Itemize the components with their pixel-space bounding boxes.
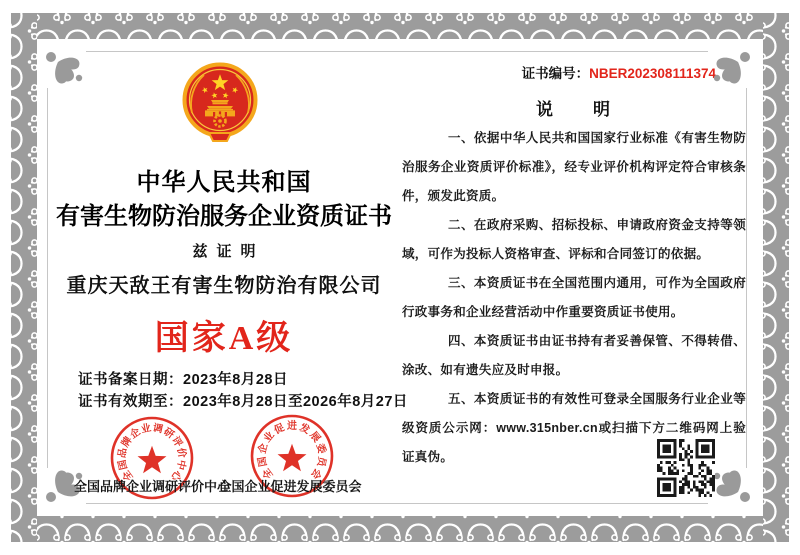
certificate-country-title: 中华人民共和国 — [136, 169, 312, 196]
svg-text:展: 展 — [307, 429, 323, 445]
certificate-number-value: NBER202308111374 — [589, 66, 716, 81]
svg-text:企: 企 — [256, 442, 271, 455]
svg-text:业: 业 — [261, 429, 277, 445]
company-name: 重庆天敌王有害生物防治有限公司 — [66, 275, 382, 297]
seal-caption-right: 全国企业促进发展委员会 — [218, 479, 362, 494]
validity-label: 证书有效期至： — [78, 394, 183, 410]
record-date-value: 2023年8月28日 — [183, 372, 288, 388]
verification-qr-code — [657, 439, 715, 497]
seal-star-icon — [138, 446, 167, 473]
svg-text:会: 会 — [308, 465, 324, 481]
grade-level: 国家A级 — [154, 320, 294, 357]
certificate-number-label: 证书编号： — [521, 66, 590, 81]
attest-text: 兹证明 — [192, 243, 265, 260]
certificate-main-title: 有害生物防治服务企业资质证书 — [56, 203, 392, 230]
record-date-label: 证书备案日期： — [78, 372, 183, 388]
national-emblem — [182, 60, 258, 156]
seal-caption-left: 全国品牌企业调研评价中心 — [73, 479, 230, 494]
svg-text:心: 心 — [168, 467, 184, 483]
svg-text:员: 员 — [314, 455, 328, 468]
svg-text:企: 企 — [128, 426, 143, 442]
validity-value: 2023年8月28日至2026年8月27日 — [183, 394, 408, 410]
svg-text:全: 全 — [260, 465, 276, 481]
explanation-paragraph-5: 五、本资质证书的有效性可登录全国服务行业企业等级资质公示网：www.315nber.cn或扫描下方二维码网上验证真伪。 — [402, 392, 746, 464]
svg-text:评: 评 — [169, 434, 185, 450]
seal-star-icon — [278, 444, 307, 471]
explanation-paragraph-2: 二、在政府采购、招标投标、申请政府资金支持等领域，可作为投标人资格审查、评标和合同签订的依据。 — [402, 218, 746, 261]
svg-text:委: 委 — [313, 442, 328, 455]
svg-text:调: 调 — [151, 422, 164, 436]
svg-text:发: 发 — [297, 422, 312, 437]
svg-text:业: 业 — [140, 422, 153, 436]
svg-text:全: 全 — [120, 467, 136, 483]
svg-text:国: 国 — [116, 458, 130, 471]
svg-text:研: 研 — [161, 426, 176, 442]
svg-text:品: 品 — [116, 447, 130, 459]
explanation-paragraph-3: 三、本资质证书在全国范围内通用，可作为全国政府行政事务和企业经营活动中作重要资质证书使用。 — [402, 276, 746, 319]
explanation-paragraph-1: 一、依据中华人民共和国国家行业标准《有害生物防治服务企业资质评价标准》，经专业评价机构评定符合审核条件，颁发此资质。 — [402, 131, 746, 203]
explanation-title: 说 明 — [536, 100, 612, 119]
svg-text:中: 中 — [174, 458, 188, 471]
svg-text:国: 国 — [256, 455, 270, 468]
svg-text:促: 促 — [272, 422, 287, 437]
emblem-ribbon — [209, 133, 231, 141]
svg-text:价: 价 — [174, 447, 188, 459]
svg-text:进: 进 — [287, 421, 297, 433]
explanation-paragraph-4: 四、本资质证书由证书持有者妥善保管、不得转借、涂改、如有遗失应及时申报。 — [402, 334, 746, 377]
svg-text:牌: 牌 — [119, 434, 135, 450]
